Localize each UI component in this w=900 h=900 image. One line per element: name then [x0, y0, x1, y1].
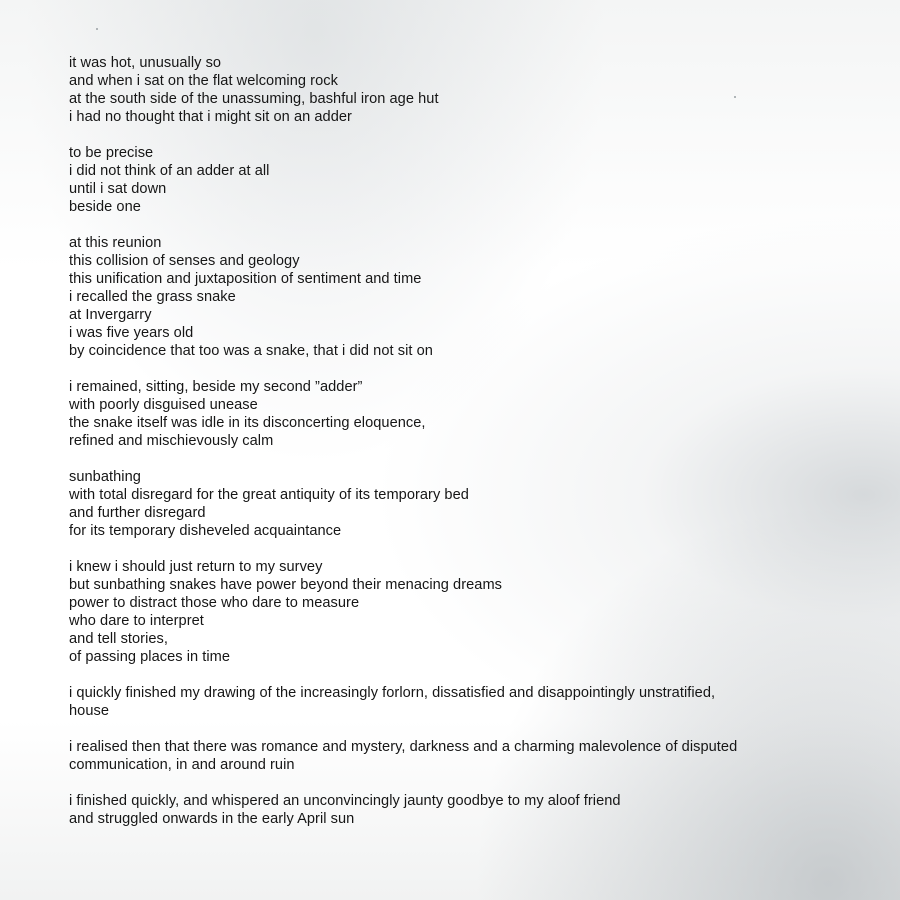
poem-line: and tell stories, — [69, 631, 169, 647]
stanza-5 — [69, 468, 869, 540]
poem-line: i realised then that there was romance and mystery, darkness and a charming malevolence of disputed — [69, 739, 738, 755]
poem-line: this unification and juxtaposition of sentiment and time — [69, 271, 422, 287]
poem-line: and further disregard — [69, 505, 206, 521]
stanza-1 — [69, 54, 869, 126]
poem-line: i finished quickly, and whispered an unconvincingly jaunty goodbye to my aloof friend — [69, 793, 621, 809]
poem-line: until i sat down — [69, 181, 167, 197]
stanza-7 — [69, 684, 869, 720]
poem-line: who dare to interpret — [69, 613, 204, 629]
poem-line: and struggled onwards in the early April sun — [69, 811, 355, 827]
poem-line: sunbathing — [69, 469, 141, 485]
poem-line: but sunbathing snakes have power beyond their menacing dreams — [69, 577, 503, 593]
poem-line: at the south side of the unassuming, bashful iron age hut — [69, 91, 439, 107]
poem-line: the snake itself was idle in its disconcerting eloquence, — [69, 415, 426, 431]
poem-line: this collision of senses and geology — [69, 253, 300, 269]
poem-line: of passing places in time — [69, 649, 231, 665]
poem-line: at this reunion — [69, 235, 162, 251]
poem-line: i knew i should just return to my survey — [69, 559, 323, 575]
poem-line: with poorly disguised unease — [69, 397, 258, 413]
poem-line: i recalled the grass snake — [69, 289, 236, 305]
poem-line: communication, in and around ruin — [69, 757, 295, 773]
poem-line: i had no thought that i might sit on an adder — [69, 109, 352, 125]
poem-line: it was hot, unusually so — [69, 55, 222, 71]
stanza-4 — [69, 378, 869, 450]
poem-line: and when i sat on the flat welcoming rock — [69, 73, 338, 89]
poem-line: house — [69, 703, 110, 719]
poem-line: i remained, sitting, beside my second ”adder” — [69, 379, 363, 395]
poem-line: i was five years old — [69, 325, 194, 341]
poem-line: beside one — [69, 199, 141, 215]
stanza-8 — [69, 738, 869, 774]
poem-body — [69, 54, 869, 846]
stanza-9 — [69, 792, 869, 828]
poem-line: at Invergarry — [69, 307, 152, 323]
poem-line: i did not think of an adder at all — [69, 163, 270, 179]
poem-line: refined and mischievously calm — [69, 433, 274, 449]
poem-line: for its temporary disheveled acquaintance — [69, 523, 342, 539]
poem-line: power to distract those who dare to measure — [69, 595, 360, 611]
poem-line: by coincidence that too was a snake, that i did not sit on — [69, 343, 433, 359]
poem-line: to be precise — [69, 145, 154, 161]
poem-line: i quickly finished my drawing of the increasingly forlorn, dissatisfied and disappointingly unstratified, — [69, 685, 716, 701]
stanza-2 — [69, 144, 869, 216]
stanza-3 — [69, 234, 869, 360]
stanza-6 — [69, 558, 869, 666]
poem-line: with total disregard for the great antiquity of its temporary bed — [69, 487, 469, 503]
scan-speck — [96, 28, 98, 30]
